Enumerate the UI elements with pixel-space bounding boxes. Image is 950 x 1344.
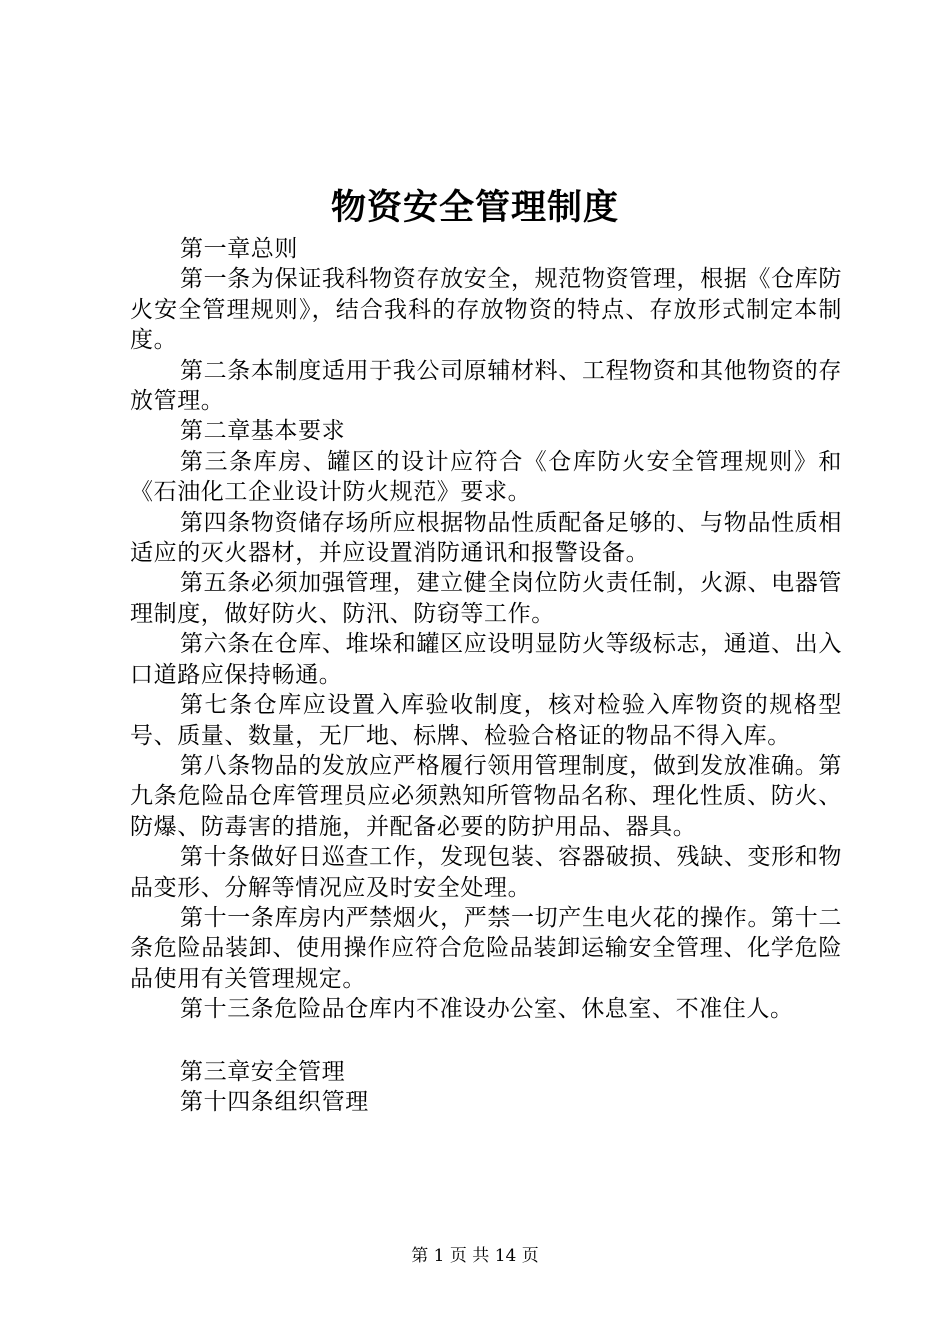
document-body	[130, 234, 842, 1117]
article-paragraph: 第十条做好日巡查工作，发现包装、容器破损、残缺、变形和物品变形、分解等情况应及时安全处理。	[130, 844, 842, 901]
article-paragraph: 第六条在仓库、堆垛和罐区应设明显防火等级标志，通道、出入口道路应保持畅通。	[130, 631, 842, 688]
chapter-heading: 第一章总则	[180, 236, 298, 262]
chapter-heading: 第二章基本要求	[180, 418, 346, 445]
article-paragraph: 第七条仓库应设置入库验收制度，核对检验入库物资的规格型号、质量、数量，无厂地、标牌、检验合格证的物品不得入库。	[130, 692, 842, 749]
article-paragraph: 第三条库房、罐区的设计应符合《仓库防火安全管理规则》和《石油化工企业设计防火规范》要求。	[130, 448, 842, 506]
article-paragraph: 第十一条库房内严禁烟火，严禁一切产生电火花的操作。第十二条危险品装卸、使用操作应符合危险品装卸运输安全管理、化学危险品使用有关管理规定。	[130, 904, 842, 992]
chapter-heading: 第三章安全管理	[180, 1058, 346, 1085]
article-paragraph: 第八条物品的发放应严格履行领用管理制度，做到发放准确。第九条危险品仓库管理员应必须熟知所管物品名称、理化性质、防火、防爆、防毒害的措施，并配备必要的防护用品、器具。	[130, 752, 842, 840]
article-paragraph: 第十四条组织管理	[180, 1088, 369, 1115]
paragraph-gap	[130, 1025, 842, 1057]
article-paragraph: 第五条必须加强管理，建立健全岗位防火责任制，火源、电器管理制度，做好防火、防汛、防窃等工作。	[130, 570, 842, 627]
article-paragraph: 第四条物资储存场所应根据物品性质配备足够的、与物品性质相适应的灭火器材，并应设置消防通讯和报警设备。	[130, 509, 842, 567]
article-paragraph: 第二条本制度适用于我公司原辅材料、工程物资和其他物资的存放管理。	[130, 357, 842, 415]
article-paragraph: 第一条为保证我科物资存放安全，规范物资管理，根据《仓库防火安全管理规则》，结合我科的存放物资的特点、存放形式制定本制度。	[130, 266, 842, 354]
page-number-footer: 第 1 页 共 14 页	[411, 1246, 539, 1266]
article-paragraph: 第十三条危险品仓库内不准设办公室、休息室、不准住人。	[180, 996, 794, 1023]
document-title: 物资安全管理制度	[330, 187, 619, 228]
